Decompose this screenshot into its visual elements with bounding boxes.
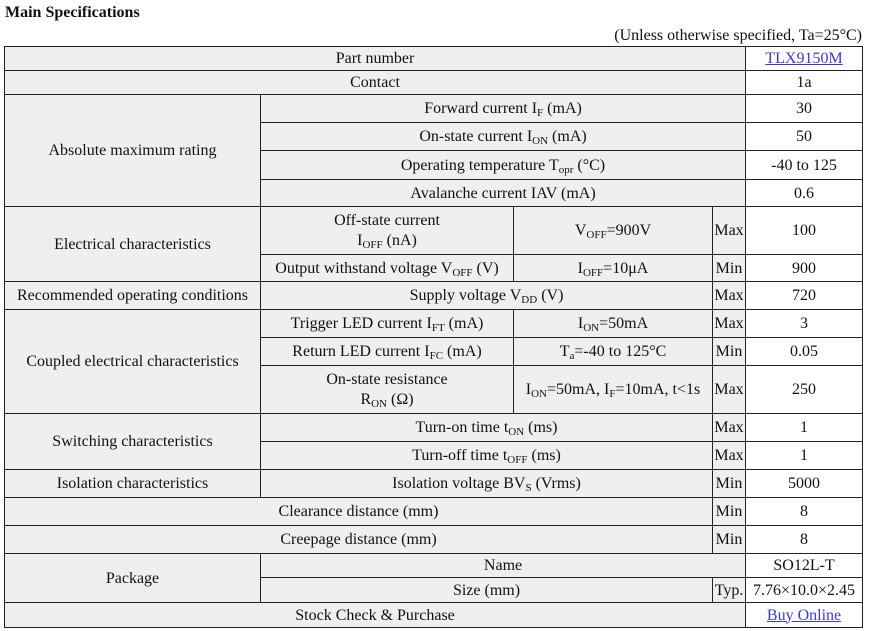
row-creepage xyxy=(5,526,863,554)
clearance-label: Clearance distance (mm) xyxy=(5,498,713,526)
supply-voltage-label: Supply voltage $V_{DD}$ (V) xyxy=(261,282,713,310)
part-number-label: Part number xyxy=(5,47,746,71)
package-name-label: Name xyxy=(261,554,746,578)
trigger-led-condition: $I_{ON}=50mA$ xyxy=(514,310,713,338)
isolation-voltage-value: 5000 xyxy=(746,470,863,498)
conditions-note: (Unless otherwise specified, Ta=25°C) xyxy=(614,27,862,44)
on-resistance-value: 250 xyxy=(746,366,863,414)
row-recommended xyxy=(5,282,863,310)
return-led-type: Min xyxy=(713,338,746,366)
stock-cell xyxy=(746,603,863,628)
on-state-current-value: 50 xyxy=(746,123,863,151)
isolation-label: Isolation characteristics xyxy=(5,470,261,498)
switching-label: Switching characteristics xyxy=(5,414,261,470)
off-state-current-condition: $V_{OFF}=900V$ xyxy=(514,207,713,255)
row-part-number xyxy=(5,47,863,71)
buy-online-link[interactable]: Buy Online xyxy=(766,606,842,624)
creepage-value: 8 xyxy=(746,526,863,554)
part-number-cell xyxy=(746,47,863,71)
output-withstand-label: Output withstand voltage $V_{OFF}$ (V) xyxy=(261,255,514,282)
package-name-value: SO12L-T xyxy=(746,554,863,578)
output-withstand-value: 900 xyxy=(746,255,863,282)
clearance-value: 8 xyxy=(746,498,863,526)
avalanche-current-value: 0.6 xyxy=(746,180,863,207)
return-led-value: 0.05 xyxy=(746,338,863,366)
creepage-label: Creepage distance (mm) xyxy=(5,526,713,554)
spec-table xyxy=(4,46,863,628)
turn-on-label: Turn-on time $t_{ON}$ (ms) xyxy=(261,414,713,442)
electrical-label: Electrical characteristics xyxy=(5,207,261,282)
stock-label: Stock Check & Purchase xyxy=(5,603,746,628)
off-state-current-type: Max xyxy=(713,207,746,255)
return-led-condition: $T_a=-40$ to 125°C xyxy=(514,338,713,366)
forward-current-label: Forward current $I_F$ (mA) xyxy=(261,95,746,123)
abs-max-label: Absolute maximum rating xyxy=(5,95,261,207)
isolation-voltage-type: Min xyxy=(713,470,746,498)
off-state-current-label: Off-state current $I_{OFF}$ (nA) xyxy=(261,207,514,255)
package-size-type: Typ. xyxy=(713,578,746,603)
operating-temp-label: Operating temperature $T_{opr}$ (°C) xyxy=(261,151,746,180)
turn-on-type: Max xyxy=(713,414,746,442)
row-forward-current xyxy=(5,95,863,123)
section-title: Main Specifications xyxy=(5,4,140,21)
part-number-link[interactable]: TLX9150M xyxy=(765,50,843,67)
turn-off-value: 1 xyxy=(746,442,863,470)
output-withstand-condition: $I_{OFF}=10\mu A$ xyxy=(514,255,713,282)
supply-voltage-value: 720 xyxy=(746,282,863,310)
on-resistance-type: Max xyxy=(713,366,746,414)
row-stock xyxy=(5,603,863,628)
package-size-value: 7.76×10.0×2.45 xyxy=(746,578,863,603)
off-state-current-value: 100 xyxy=(746,207,863,255)
row-isolation xyxy=(5,470,863,498)
clearance-type: Min xyxy=(713,498,746,526)
row-package-name xyxy=(5,554,863,578)
turn-off-type: Max xyxy=(713,442,746,470)
contact-value: 1a xyxy=(746,71,863,95)
trigger-led-value: 3 xyxy=(746,310,863,338)
row-clearance xyxy=(5,498,863,526)
trigger-led-type: Max xyxy=(713,310,746,338)
avalanche-current-label: Avalanche current IAV (mA) xyxy=(261,180,746,207)
on-resistance-condition: $I_{ON}=50mA$, $I_F=10mA$, t<1s xyxy=(514,366,713,414)
row-turn-on xyxy=(5,414,863,442)
forward-current-value: 30 xyxy=(746,95,863,123)
output-withstand-type: Min xyxy=(713,255,746,282)
isolation-voltage-label: Isolation voltage $BV_S$ (Vrms) xyxy=(261,470,713,498)
recommended-label: Recommended operating conditions xyxy=(5,282,261,310)
row-trigger-led xyxy=(5,310,863,338)
return-led-label: Return LED current $I_{FC}$ (mA) xyxy=(261,338,514,366)
operating-temp-value: -40 to 125 xyxy=(746,151,863,180)
supply-voltage-type: Max xyxy=(713,282,746,310)
contact-label: Contact xyxy=(5,71,746,95)
package-label: Package xyxy=(5,554,261,603)
turn-on-value: 1 xyxy=(746,414,863,442)
row-contact xyxy=(5,71,863,95)
coupled-label: Coupled electrical characteristics xyxy=(5,310,261,414)
on-state-current-label: On-state current $I_{ON}$ (mA) xyxy=(261,123,746,151)
trigger-led-label: Trigger LED current $I_{FT}$ (mA) xyxy=(261,310,514,338)
on-resistance-label: On-state resistance $R_{ON}$ (Ω) xyxy=(261,366,514,414)
turn-off-label: Turn-off time $t_{OFF}$ (ms) xyxy=(261,442,713,470)
creepage-type: Min xyxy=(713,526,746,554)
row-off-state-current xyxy=(5,207,863,255)
package-size-label: Size (mm) xyxy=(261,578,713,603)
